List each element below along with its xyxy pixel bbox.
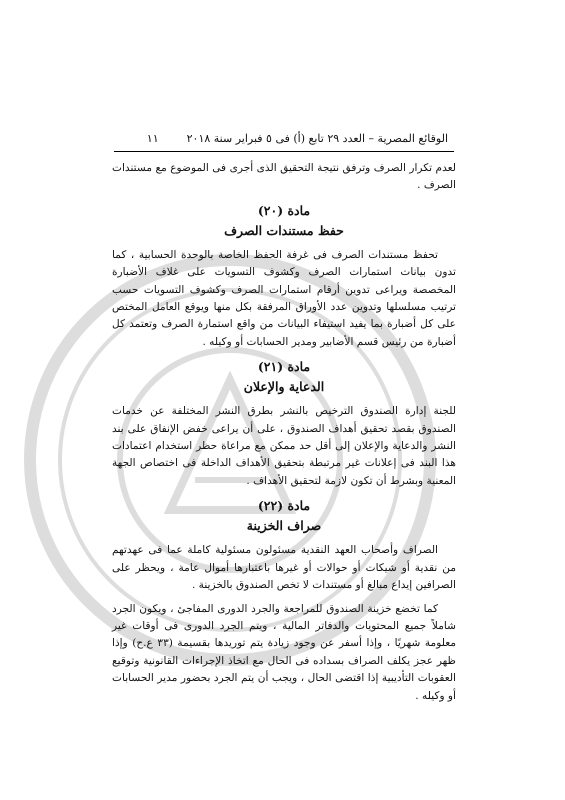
article-21-text: للجنة إدارة الصندوق الترخيص بالنشر بطرق النشر المختلفة عن خدمات الصندوق بقصد تحقيق أهداف الصندوق ، على أن يراعى خفض الإنفاق على بند النشر والدعاية والإعلان إلى أقل حد ممكن مع مراعاة حظر استخدام اعتمادات هذا البند فى إعلانات غير مرتبطة بتحقيق الأهداف الداخلة فى اختصاص الجهة المعنية وبشرط أن تكون لازمة لتحقيق الأهداف .	[112, 405, 456, 487]
article-22-text-1: الصراف وأصحاب العهد النقدية مسئولون مسئولية كاملة عما فى عهدتهم من نقدية أو شيكات أو حوالات أو غيرها باعتبارها أموال عامة ، ويحظر على الصرافين إيداع مبالغ أو مستندات لا تخص الصندوق بالخزينة .	[112, 544, 456, 592]
article-21-heading: مادة (٢١)	[257, 359, 311, 375]
article-22-title: صراف الخزينة	[246, 518, 322, 534]
article-22-text-2: كما تخضع خزينة الصندوق للمراجعة والجرد الدورى المفاجئ ، ويكون الجرد شاملاً جميع المحتويات والدفاتر المالية ، ويتم الجرد الدورى فى أوقات غير معلومة شهريًا ، وإذا أسفر عن وجود زيادة يتم توريدها بقسيمة (٣٣ ع.ح) وإذا ظهر عجز يكلف الصراف بسداده فى الحال مع اتخاذ الإجراءات القانونية وتوقيع العقوبات التأديبية إذا اقتضى الحال ، ويجب أن يتم الجرد بحضور مدير الحسابات أو وكيله .	[112, 602, 456, 702]
article-22-heading: مادة (٢٢)	[257, 498, 311, 514]
header-divider	[114, 151, 454, 152]
article-20-heading: مادة (٢٠)	[257, 202, 311, 218]
article-20-text: تحفظ مستندات الصرف فى غرفة الحفظ الخاصة بالوحدة الحسابية ، كما تدون بيانات استمارات الصرف وكشوف التسويات على غلاف الأضبارة المخصصة ويراعى تدوين أرقام استمارات الصرف وكشوف التسويات حسب ترتيب مسلسلها وتدوين عدد الأوراق المرفقة بكل منها ويوقع العامل المختص على كل أضبارة بما يفيد استيفاء البيانات من واقع استمارة الصرف وتعتمد كل أضبارة من رئيس قسم الأضابير ومدير الحسابات أو وكيله .	[112, 248, 456, 348]
document-body	[112, 160, 456, 711]
intro-paragraph: لعدم تكرار الصرف وترفق نتيجة التحقيق الذى أجرى فى الموضوع مع مستندات الصرف .	[112, 162, 456, 192]
article-20-title: حفظ مستندات الصرف	[224, 222, 344, 238]
article-21-title: الدعاية والإعلان	[243, 379, 325, 395]
page-header	[118, 128, 448, 148]
header-title: الوقائع المصرية – العدد ٢٩ تابع (أ) فى ٥ فبراير سنة ٢٠١٨	[186, 131, 448, 145]
page-number: ١١	[146, 131, 159, 145]
